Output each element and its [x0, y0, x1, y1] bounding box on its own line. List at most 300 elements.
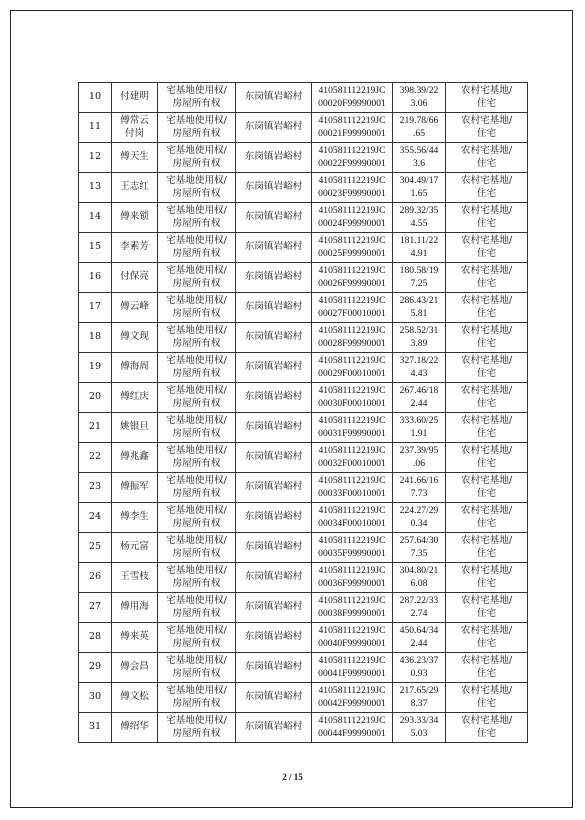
right-type-line: 宅基地使用权/ [166, 145, 227, 156]
area-cell [393, 263, 446, 293]
unit-code-line: 00026F99990001 [318, 277, 386, 289]
unit-code-line: 410581112219JC [318, 175, 386, 186]
land-use-line: 住宅 [476, 127, 497, 139]
row-number-cell [79, 503, 112, 533]
table-row [79, 203, 528, 233]
land-use-cell [446, 503, 528, 533]
area-line: 436.23/37 [399, 655, 439, 666]
land-use-line: 农村宅基地/ [460, 655, 513, 666]
unit-code-line: 00027F00010001 [318, 307, 386, 319]
unit-code-line: 410581112219JC [318, 535, 386, 546]
area-line: 1.65 [410, 187, 428, 199]
land-use-line: 农村宅基地/ [460, 565, 513, 576]
right-type-line: 房屋所有权 [172, 487, 221, 499]
owner-name-cell [112, 593, 158, 623]
table-row [79, 293, 528, 323]
land-use-line: 住宅 [476, 577, 497, 589]
location-cell [236, 623, 312, 653]
table-row [79, 383, 528, 413]
owner-name-text: 姚银旦 [120, 421, 149, 433]
land-use-cell [446, 593, 528, 623]
area-cell [393, 593, 446, 623]
right-type-line: 房屋所有权 [172, 517, 221, 529]
location-cell [236, 413, 312, 443]
unit-code-cell [312, 623, 393, 653]
row-number-text: 11 [88, 121, 102, 133]
area-line: 8.37 [410, 697, 428, 709]
unit-code-line: 410581112219JC [318, 115, 386, 126]
table-row [79, 83, 528, 113]
unit-code-line: 00036F99990001 [318, 577, 386, 589]
location-cell [236, 203, 312, 233]
table-row [79, 263, 528, 293]
location-cell [236, 263, 312, 293]
row-number-cell [79, 683, 112, 713]
owner-name-cell [112, 293, 158, 323]
right-type-line: 宅基地使用权/ [166, 715, 227, 726]
right-type-line: 宅基地使用权/ [166, 175, 227, 186]
area-line: 181.11/22 [399, 235, 439, 246]
right-type-line: 房屋所有权 [172, 637, 221, 649]
location-cell [236, 323, 312, 353]
unit-code-line: 410581112219JC [318, 715, 386, 726]
owner-name-cell [112, 563, 158, 593]
row-number-text: 24 [88, 511, 102, 523]
row-number-text: 21 [88, 421, 102, 433]
unit-code-line: 410581112219JC [318, 85, 386, 96]
registration-table [78, 82, 528, 743]
location-text: 东岗镇岩峪村 [244, 331, 303, 343]
row-number-cell [79, 383, 112, 413]
land-use-line: 住宅 [476, 457, 497, 469]
owner-name-text: 李素芳 [120, 241, 149, 253]
owner-name-cell [112, 623, 158, 653]
right-type-line: 房屋所有权 [172, 427, 221, 439]
right-type-line: 房屋所有权 [172, 697, 221, 709]
owner-name-text: 傅李生 [120, 511, 149, 523]
location-text: 东岗镇岩峪村 [244, 211, 303, 223]
right-type-line: 宅基地使用权/ [166, 355, 227, 366]
location-text: 东岗镇岩峪村 [244, 481, 303, 493]
land-use-line: 住宅 [476, 157, 497, 169]
land-use-cell [446, 293, 528, 323]
right-type-cell [158, 533, 236, 563]
table-row [79, 593, 528, 623]
land-use-line: 住宅 [476, 607, 497, 619]
right-type-cell [158, 623, 236, 653]
area-cell [393, 143, 446, 173]
right-type-line: 宅基地使用权/ [166, 295, 227, 306]
land-use-line: 农村宅基地/ [460, 625, 513, 636]
unit-code-cell [312, 353, 393, 383]
area-line: 4.91 [410, 247, 428, 259]
unit-code-line: 00032F00010001 [318, 457, 386, 469]
right-type-cell [158, 203, 236, 233]
area-cell [393, 113, 446, 143]
row-number-cell [79, 563, 112, 593]
row-number-cell [79, 83, 112, 113]
unit-code-cell [312, 653, 393, 683]
unit-code-cell [312, 413, 393, 443]
location-cell [236, 173, 312, 203]
area-cell [393, 83, 446, 113]
table-body [79, 83, 528, 743]
row-number-cell [79, 413, 112, 443]
row-number-text: 16 [88, 271, 102, 283]
unit-code-line: 410581112219JC [318, 685, 386, 696]
right-type-cell [158, 113, 236, 143]
area-cell [393, 443, 446, 473]
right-type-line: 房屋所有权 [172, 277, 221, 289]
unit-code-line: 00029F00010001 [318, 367, 386, 379]
location-cell [236, 563, 312, 593]
unit-code-line: 00033F00010001 [318, 487, 386, 499]
land-use-line: 住宅 [476, 667, 497, 679]
location-cell [236, 353, 312, 383]
right-type-cell [158, 503, 236, 533]
land-use-line: 农村宅基地/ [460, 175, 513, 186]
unit-code-cell [312, 263, 393, 293]
location-text: 东岗镇岩峪村 [244, 391, 303, 403]
owner-name-text: 傅振军 [120, 481, 149, 493]
unit-code-cell [312, 143, 393, 173]
right-type-line: 宅基地使用权/ [166, 565, 227, 576]
row-number-text: 14 [88, 211, 102, 223]
unit-code-line: 00021F99990001 [318, 127, 386, 139]
land-use-cell [446, 323, 528, 353]
area-line: 289.32/35 [399, 205, 439, 216]
right-type-cell [158, 353, 236, 383]
right-type-cell [158, 713, 236, 743]
right-type-line: 房屋所有权 [172, 547, 221, 559]
right-type-cell [158, 593, 236, 623]
land-use-cell [446, 713, 528, 743]
unit-code-line: 00038F99990001 [318, 607, 386, 619]
unit-code-line: 00040F99990001 [318, 637, 386, 649]
right-type-line: 房屋所有权 [172, 457, 221, 469]
right-type-cell [158, 473, 236, 503]
owner-name-cell [112, 503, 158, 533]
land-use-line: 住宅 [476, 97, 497, 109]
location-cell [236, 533, 312, 563]
area-line: 7.73 [410, 487, 428, 499]
area-line: 304.80/21 [399, 565, 439, 576]
owner-name-text: 傅天生 [120, 151, 149, 163]
area-cell [393, 203, 446, 233]
unit-code-line: 410581112219JC [318, 445, 386, 456]
unit-code-line: 410581112219JC [318, 415, 386, 426]
area-line: 267.46/18 [399, 385, 439, 396]
area-line: 333.60/25 [399, 415, 439, 426]
owner-name-text: 傅常云 付岗 [120, 115, 149, 139]
land-use-line: 农村宅基地/ [460, 265, 513, 276]
unit-code-line: 00042F99990001 [318, 697, 386, 709]
table-row [79, 653, 528, 683]
unit-code-line: 00041F99990001 [318, 667, 386, 679]
unit-code-cell [312, 473, 393, 503]
row-number-text: 25 [88, 541, 102, 553]
owner-name-text: 傅文现 [120, 331, 149, 343]
right-type-line: 房屋所有权 [172, 157, 221, 169]
location-text: 东岗镇岩峪村 [244, 301, 303, 313]
unit-code-line: 00024F99990001 [318, 217, 386, 229]
land-use-line: 住宅 [476, 217, 497, 229]
right-type-cell [158, 563, 236, 593]
area-line: 287.22/33 [399, 595, 439, 606]
location-text: 东岗镇岩峪村 [244, 721, 303, 733]
owner-name-cell [112, 203, 158, 233]
area-line: 180.58/19 [399, 265, 439, 276]
unit-code-line: 00031F99990001 [318, 427, 386, 439]
row-number-text: 12 [88, 151, 102, 163]
table-row [79, 233, 528, 263]
owner-name-text: 傅用海 [120, 601, 149, 613]
unit-code-line: 00034F00010001 [318, 517, 386, 529]
land-use-line: 住宅 [476, 517, 497, 529]
right-type-line: 房屋所有权 [172, 187, 221, 199]
row-number-cell [79, 113, 112, 143]
area-cell [393, 533, 446, 563]
unit-code-cell [312, 383, 393, 413]
land-use-line: 农村宅基地/ [460, 475, 513, 486]
location-text: 东岗镇岩峪村 [244, 181, 303, 193]
row-number-cell [79, 173, 112, 203]
area-cell [393, 413, 446, 443]
table-row [79, 173, 528, 203]
location-text: 东岗镇岩峪村 [244, 271, 303, 283]
land-use-line: 住宅 [476, 697, 497, 709]
land-use-line: 农村宅基地/ [460, 535, 513, 546]
unit-code-line: 410581112219JC [318, 505, 386, 516]
row-number-text: 28 [88, 631, 102, 643]
area-cell [393, 233, 446, 263]
row-number-text: 30 [88, 691, 102, 703]
land-use-cell [446, 203, 528, 233]
location-cell [236, 383, 312, 413]
owner-name-cell [112, 353, 158, 383]
location-text: 东岗镇岩峪村 [244, 361, 303, 373]
row-number-text: 31 [88, 721, 102, 733]
location-cell [236, 713, 312, 743]
unit-code-line: 410581112219JC [318, 295, 386, 306]
owner-name-cell [112, 323, 158, 353]
area-line: .65 [413, 127, 425, 139]
right-type-cell [158, 293, 236, 323]
unit-code-line: 00044F99990001 [318, 727, 386, 739]
area-cell [393, 713, 446, 743]
area-cell [393, 293, 446, 323]
table-row [79, 113, 528, 143]
right-type-cell [158, 173, 236, 203]
land-use-cell [446, 563, 528, 593]
area-line: 3.89 [410, 337, 428, 349]
owner-name-cell [112, 83, 158, 113]
area-line: 4.55 [410, 217, 428, 229]
table-row [79, 413, 528, 443]
unit-code-line: 410581112219JC [318, 595, 386, 606]
right-type-line: 宅基地使用权/ [166, 385, 227, 396]
area-line: 5.03 [410, 727, 428, 739]
land-use-line: 住宅 [476, 547, 497, 559]
owner-name-text: 付建明 [120, 91, 149, 103]
right-type-line: 宅基地使用权/ [166, 535, 227, 546]
land-use-line: 住宅 [476, 307, 497, 319]
right-type-line: 宅基地使用权/ [166, 475, 227, 486]
owner-name-text: 付保亮 [120, 271, 149, 283]
land-use-line: 农村宅基地/ [460, 85, 513, 96]
unit-code-cell [312, 203, 393, 233]
area-line: 224.27/29 [399, 505, 439, 516]
row-number-cell [79, 323, 112, 353]
land-use-cell [446, 443, 528, 473]
area-line: 293.33/34 [399, 715, 439, 726]
land-use-cell [446, 653, 528, 683]
right-type-line: 房屋所有权 [172, 577, 221, 589]
land-use-line: 农村宅基地/ [460, 505, 513, 516]
table-row [79, 353, 528, 383]
right-type-line: 房屋所有权 [172, 727, 221, 739]
right-type-cell [158, 443, 236, 473]
owner-name-text: 王雪枝 [120, 571, 149, 583]
area-cell [393, 323, 446, 353]
area-cell [393, 173, 446, 203]
unit-code-cell [312, 173, 393, 203]
area-line: 304.49/17 [399, 175, 439, 186]
location-cell [236, 293, 312, 323]
right-type-line: 房屋所有权 [172, 367, 221, 379]
right-type-cell [158, 233, 236, 263]
area-line: 7.35 [410, 547, 428, 559]
location-cell [236, 143, 312, 173]
table-row [79, 623, 528, 653]
area-line: 327.18/22 [399, 355, 439, 366]
owner-name-cell [112, 413, 158, 443]
land-use-line: 农村宅基地/ [460, 385, 513, 396]
land-use-cell [446, 173, 528, 203]
unit-code-line: 410581112219JC [318, 565, 386, 576]
land-use-cell [446, 383, 528, 413]
unit-code-line: 00030F00010001 [318, 397, 386, 409]
land-use-line: 住宅 [476, 397, 497, 409]
area-line: 398.39/22 [399, 85, 439, 96]
owner-name-text: 傅文松 [120, 691, 149, 703]
location-text: 东岗镇岩峪村 [244, 451, 303, 463]
owner-name-text: 傅红庆 [120, 391, 149, 403]
location-text: 东岗镇岩峪村 [244, 601, 303, 613]
location-cell [236, 593, 312, 623]
land-use-cell [446, 623, 528, 653]
location-text: 东岗镇岩峪村 [244, 121, 303, 133]
row-number-text: 27 [88, 601, 102, 613]
owner-name-text: 傅绍华 [120, 721, 149, 733]
right-type-cell [158, 143, 236, 173]
right-type-line: 房屋所有权 [172, 247, 221, 259]
area-line: 4.43 [410, 367, 428, 379]
row-number-text: 13 [88, 181, 102, 193]
location-text: 东岗镇岩峪村 [244, 241, 303, 253]
area-cell [393, 353, 446, 383]
area-cell [393, 383, 446, 413]
table-row [79, 563, 528, 593]
row-number-cell [79, 653, 112, 683]
row-number-cell [79, 293, 112, 323]
right-type-line: 宅基地使用权/ [166, 85, 227, 96]
land-use-line: 农村宅基地/ [460, 355, 513, 366]
row-number-cell [79, 533, 112, 563]
land-use-cell [446, 263, 528, 293]
table-row [79, 473, 528, 503]
land-use-line: 住宅 [476, 487, 497, 499]
unit-code-line: 00035F99990001 [318, 547, 386, 559]
row-number-text: 29 [88, 661, 102, 673]
owner-name-text: 傅来锁 [120, 211, 149, 223]
owner-name-cell [112, 383, 158, 413]
table-row [79, 713, 528, 743]
right-type-line: 宅基地使用权/ [166, 625, 227, 636]
location-cell [236, 503, 312, 533]
area-line: 5.81 [410, 307, 428, 319]
location-text: 东岗镇岩峪村 [244, 691, 303, 703]
area-cell [393, 623, 446, 653]
unit-code-cell [312, 593, 393, 623]
row-number-cell [79, 203, 112, 233]
owner-name-cell [112, 713, 158, 743]
land-use-cell [446, 533, 528, 563]
row-number-text: 18 [88, 331, 102, 343]
unit-code-cell [312, 323, 393, 353]
row-number-cell [79, 443, 112, 473]
land-use-line: 农村宅基地/ [460, 145, 513, 156]
right-type-line: 房屋所有权 [172, 307, 221, 319]
right-type-line: 宅基地使用权/ [166, 325, 227, 336]
land-use-cell [446, 683, 528, 713]
owner-name-cell [112, 263, 158, 293]
location-cell [236, 83, 312, 113]
row-number-text: 17 [88, 301, 102, 313]
land-use-line: 住宅 [476, 427, 497, 439]
owner-name-cell [112, 143, 158, 173]
right-type-line: 房屋所有权 [172, 97, 221, 109]
row-number-cell [79, 623, 112, 653]
right-type-line: 房屋所有权 [172, 217, 221, 229]
row-number-text: 10 [88, 91, 102, 103]
owner-name-cell [112, 443, 158, 473]
land-use-line: 农村宅基地/ [460, 235, 513, 246]
location-cell [236, 233, 312, 263]
land-use-line: 农村宅基地/ [460, 115, 513, 126]
location-text: 东岗镇岩峪村 [244, 571, 303, 583]
area-cell [393, 503, 446, 533]
unit-code-line: 00022F99990001 [318, 157, 386, 169]
land-use-line: 农村宅基地/ [460, 325, 513, 336]
owner-name-cell [112, 173, 158, 203]
unit-code-cell [312, 683, 393, 713]
owner-name-cell [112, 233, 158, 263]
row-number-cell [79, 143, 112, 173]
right-type-line: 宅基地使用权/ [166, 505, 227, 516]
area-line: 3.6 [413, 157, 425, 169]
area-line: 258.52/31 [399, 325, 439, 336]
right-type-cell [158, 653, 236, 683]
row-number-text: 20 [88, 391, 102, 403]
location-text: 东岗镇岩峪村 [244, 511, 303, 523]
land-use-line: 农村宅基地/ [460, 595, 513, 606]
location-text: 东岗镇岩峪村 [244, 661, 303, 673]
right-type-line: 宅基地使用权/ [166, 595, 227, 606]
unit-code-line: 00028F99990001 [318, 337, 386, 349]
owner-name-text: 傅兆鑫 [120, 451, 149, 463]
area-line: 450.64/34 [399, 625, 439, 636]
